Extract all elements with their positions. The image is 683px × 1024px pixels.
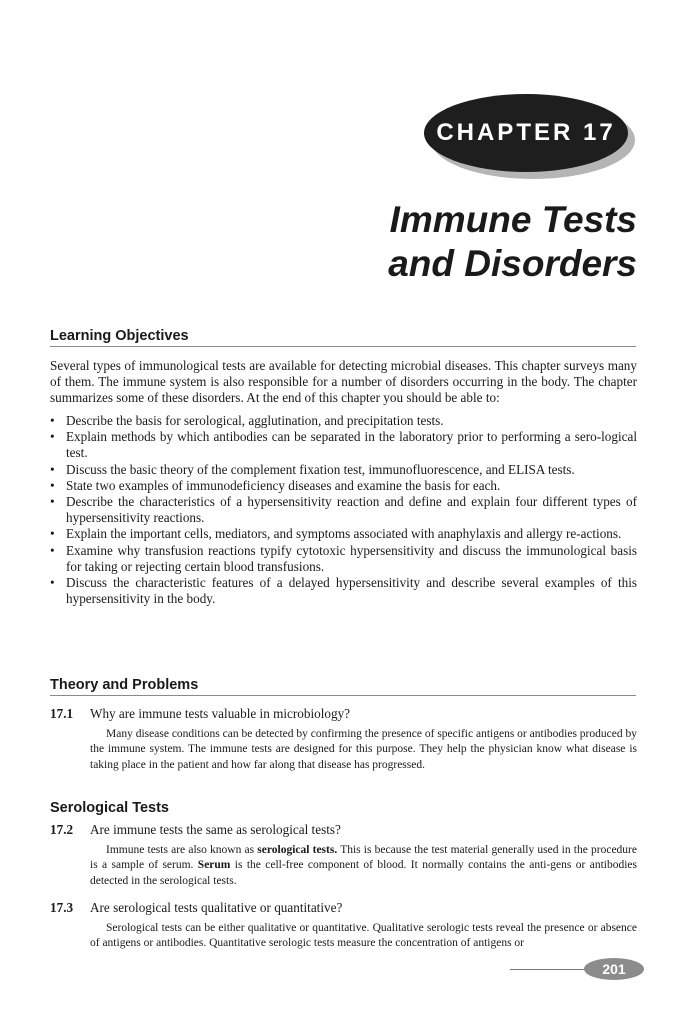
objective-item: • Describe the characteristics of a hypersensitivity reaction and define and explain four different types of hypersensitivity reactions. bbox=[50, 494, 637, 526]
question-text: Why are immune tests valuable in microbiology? bbox=[90, 706, 351, 721]
learning-objectives-heading: Learning Objectives bbox=[50, 328, 636, 347]
answer-text-part: is the cell-free component of blood. It normally contains the anti-gens or antibodies detected in the serological tests. bbox=[90, 859, 637, 887]
footer-rule bbox=[510, 969, 588, 970]
page-footer bbox=[510, 958, 640, 982]
objective-item: • Discuss the characteristic features of a delayed hypersensitivity and describe several examples of this hypersensitivity in the body. bbox=[50, 575, 637, 607]
objective-item: • Explain methods by which antibodies can be separated in the laboratory prior to performing a sero-logical test. bbox=[50, 429, 637, 461]
term-serological-tests: serological tests. bbox=[257, 844, 338, 856]
learning-objectives-list bbox=[50, 413, 637, 607]
objective-item: • State two examples of immunodeficiency diseases and examine the basis for each. bbox=[50, 478, 637, 494]
objective-item: • Explain the important cells, mediators, and symptoms associated with anaphylaxis and allergy re-actions. bbox=[50, 526, 637, 542]
answer-text: Many disease conditions can be detected by confirming the presence of specific antigens or antibodies produced by the immune system. The immune tests are designed for this purpose. They help the physician know what disease is taking place in the patient and how far along that disease has progressed. bbox=[90, 728, 637, 771]
chapter-label: CHAPTER 17 bbox=[424, 94, 628, 172]
term-serum: Serum bbox=[197, 859, 231, 872]
question-text: Are serological tests qualitative or quantitative? bbox=[90, 900, 343, 915]
question-17-2 bbox=[50, 822, 637, 889]
chapter-title bbox=[388, 198, 637, 286]
chapter-title-line-1: Immune Tests bbox=[389, 199, 637, 240]
chapter-title-line-2: and Disorders bbox=[388, 243, 637, 284]
question-17-1 bbox=[50, 706, 637, 773]
objective-item: • Discuss the basic theory of the complement fixation test, immunofluorescence, and ELISA tests. bbox=[50, 462, 637, 478]
objective-item: • Examine why transfusion reactions typify cytotoxic hypersensitivity and discuss the immunological basis for taking or rejecting certain blood transfusions. bbox=[50, 543, 637, 575]
theory-and-problems-heading: Theory and Problems bbox=[50, 677, 636, 696]
answer-text-part: This is because the test material generally used in the procedure is a sample of serum. bbox=[90, 844, 637, 872]
question-number: 17.2 bbox=[50, 822, 74, 837]
question-number: 17.1 bbox=[50, 706, 74, 721]
chapter-badge bbox=[424, 94, 638, 180]
answer-text-part: Immune tests are also known as bbox=[106, 844, 258, 856]
question-text: Are immune tests the same as serological tests? bbox=[90, 822, 341, 837]
objective-item: • Describe the basis for serological, agglutination, and precipitation tests. bbox=[50, 413, 637, 429]
serological-tests-heading: Serological Tests bbox=[50, 800, 169, 816]
answer-text: Serological tests can be either qualitative or quantitative. Qualitative serologic tests reveal the presence or absence of antigens or antibodies. Quantitative serologic tests measure the concentration of antigens or bbox=[90, 922, 637, 950]
question-number: 17.3 bbox=[50, 900, 74, 915]
question-17-3 bbox=[50, 900, 637, 952]
answer-text bbox=[90, 843, 637, 889]
learning-objectives-intro: Several types of immunological tests are available for detecting microbial diseases. This chapter surveys many of them. The immune system is also responsible for a number of disorders occurring in the body. The chapter summarizes some of these disorders. At the end of this chapter you should be able to: bbox=[50, 358, 637, 406]
page-number: 201 bbox=[584, 958, 644, 980]
